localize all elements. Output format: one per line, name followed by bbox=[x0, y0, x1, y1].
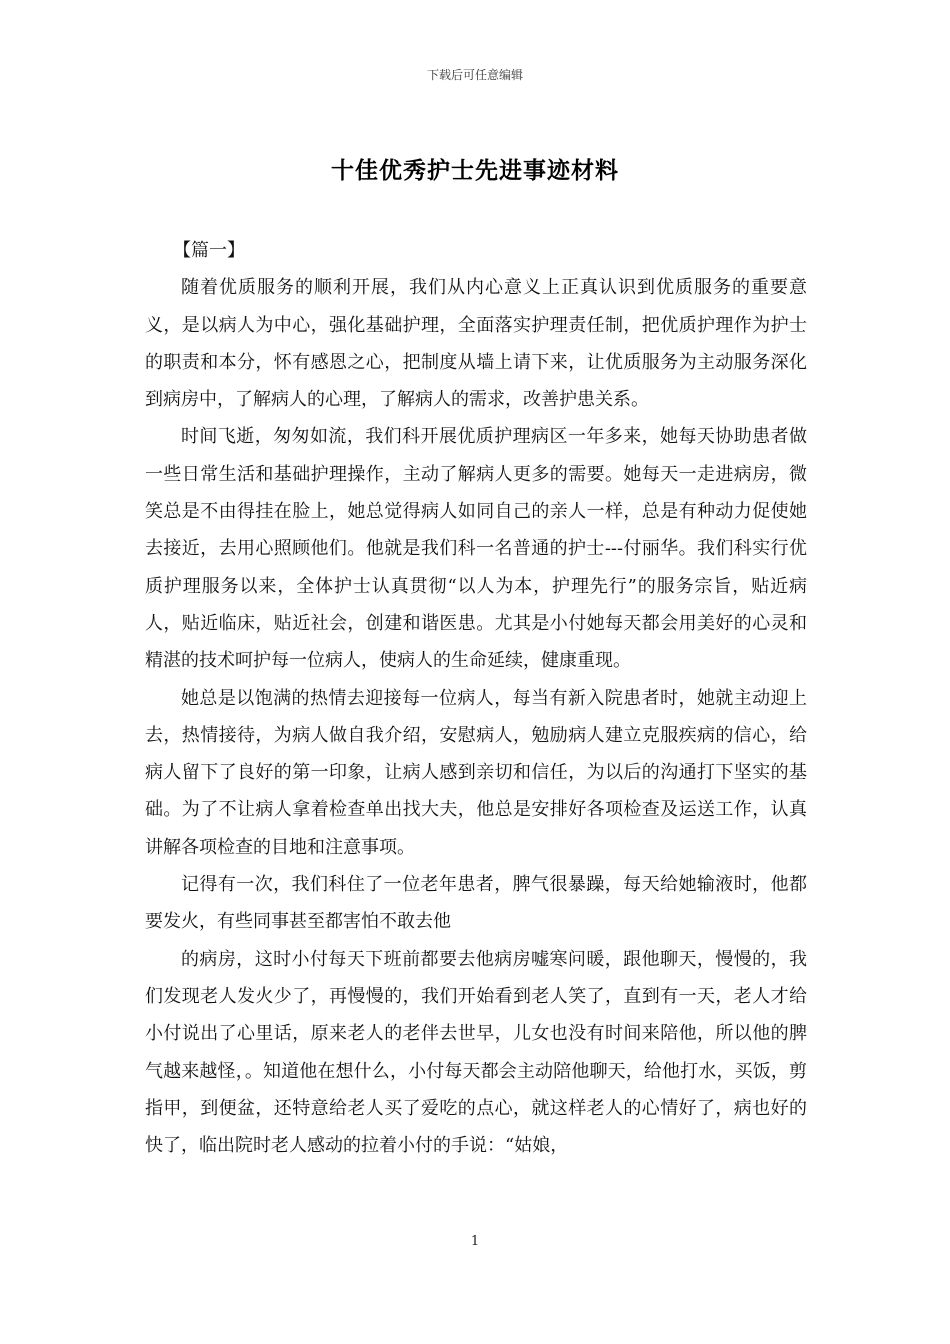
paragraph: 记得有一次，我们科住了一位老年患者，脾气很暴躁，每天给她输液时，他都要发火，有些同事甚至都害怕不敢去他 bbox=[145, 874, 807, 933]
paragraph: 她总是以饱满的热情去迎接每一位病人，每当有新入院患者时，她就主动迎上去，热情接待，为病人做自我介绍，安慰病人，勉励病人建立克服疾病的信心，给病人留下了良好的第一印象，让病人感到亲切和信任，为以后的沟通打下坚实的基础。为了不让病人拿着检查单出找大夫，他总是安排好各项检查及运送工作，认真讲解各项检查的目地和注意事项。 bbox=[145, 687, 807, 858]
paragraph: 时间飞逝，匆匆如流，我们科开展优质护理病区一年多来，她每天协助患者做一些日常生活和基础护理操作，主动了解病人更多的需要。她每天一走进病房，微笑总是不由得挂在脸上，她总觉得病人如同自己的亲人一样，总是有种动力促使她去接近，去用心照顾他们。他就是我们科一名普通的护士---付丽华。我们科实行优质护理服务以来，全体护士认真贯彻“以人为本，护理先行”的服务宗旨，贴近病人，贴近临床，贴近社会，创建和谐医患。尤其是小付她每天都会用美好的心灵和精湛的技术呵护每一位病人，使病人的生命延续，健康重现。 bbox=[145, 426, 807, 672]
document-body bbox=[145, 232, 807, 1164]
page-number: 1 bbox=[470, 1234, 480, 1249]
paragraph: 随着优质服务的顺利开展，我们从内心意义上正真认识到优质服务的重要意义，是以病人为中心，强化基础护理，全面落实护理责任制，把优质护理作为护士的职责和本分，怀有感恩之心，把制度从墙上请下来，让优质服务为主动服务深化到病房中，了解病人的心理，了解病人的需求，改善护患关系。 bbox=[145, 277, 807, 411]
document-title: 十佳优秀护士先进事迹材料 bbox=[331, 158, 619, 184]
page-header-note: 下载后可任意编辑 bbox=[426, 68, 523, 82]
section-label: 【篇一】 bbox=[173, 240, 245, 261]
paragraph: 的病房，这时小付每天下班前都要去他病房嘘寒问暖，跟他聊天，慢慢的，我们发现老人发火少了，再慢慢的，我们开始看到老人笑了，直到有一天，老人才给小付说出了心里话，原来老人的老伴去世早，儿女也没有时间来陪他，所以他的脾气越来越怪，。知道他在想什么，小付每天都会主动陪他聊天，给他打水，买饭，剪指甲，到便盆，还特意给老人买了爱吃的点心，就这样老人的心情好了，病也好的快了，临出院时老人感动的拉着小付的手说：“姑娘， bbox=[145, 948, 807, 1157]
